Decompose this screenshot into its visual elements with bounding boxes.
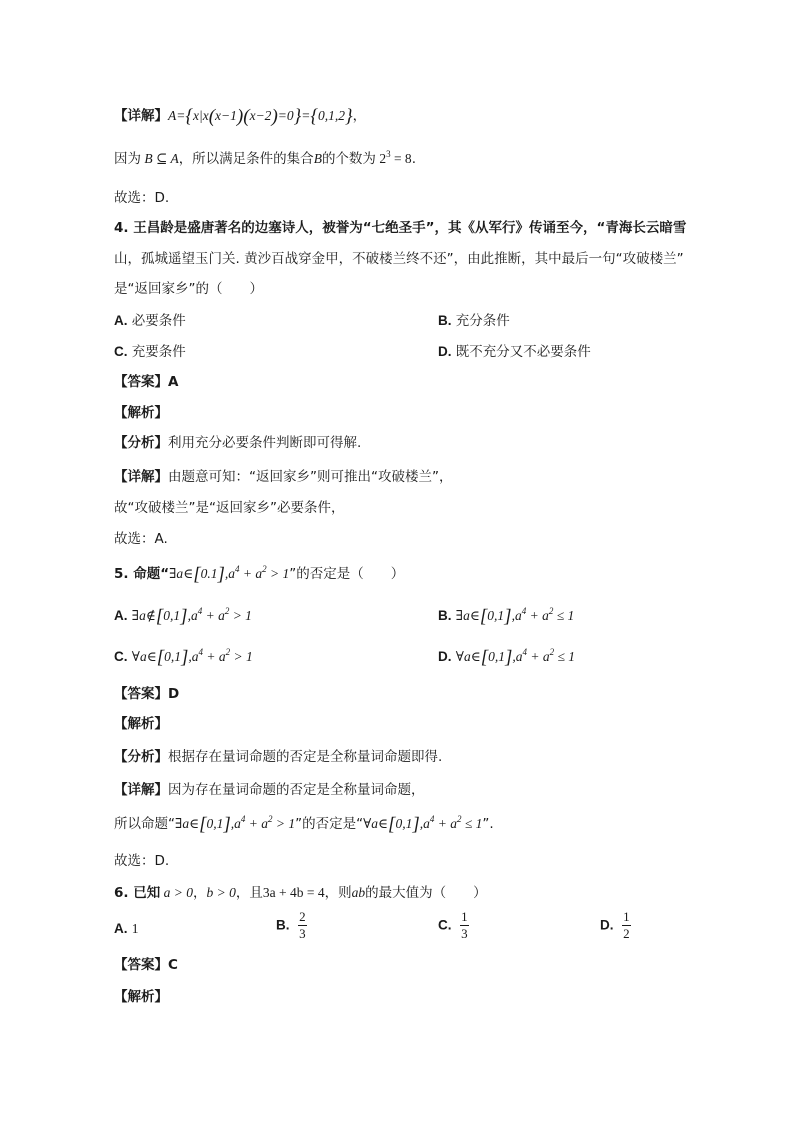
q4-choice: 故选：A. xyxy=(114,531,168,547)
q6-option-c: C. $\frac{1}{3}$ xyxy=(438,909,468,941)
q5-option-a: A. $\exists a\notin[0,1],a^4 + a^2 > 1$ xyxy=(114,606,252,627)
q3-choice: 故选：D. xyxy=(114,190,170,206)
fraction: $\frac{2}{3}$ xyxy=(299,909,306,941)
q4-stem-line3: 是“返回家乡”的（ ） xyxy=(114,281,263,297)
q4-stem-line2: 山，孤城遥望玉门关. 黄沙百战穿金甲，不破楼兰终不还”，由此推断，其中最后一句“攻破楼兰” xyxy=(114,251,684,267)
q6-analysis-tag: 【解析】 xyxy=(114,989,168,1005)
q6-answer: 【答案】C xyxy=(114,957,178,973)
q4-analysis-tag: 【解析】 xyxy=(114,405,168,421)
count-expr: $2^3 = 8$ xyxy=(375,149,412,166)
q4-option-d: D. 既不充分又不必要条件 xyxy=(438,344,591,360)
q4-option-b: B. 充分条件 xyxy=(438,313,510,329)
q3-reason-line: 因为 B ⊆ A，所以满足条件的集合B的个数为 $2^3 = 8$. xyxy=(114,149,416,167)
q4-stem-line1: 4. 王昌龄是盛唐著名的边塞诗人，被誉为“七绝圣手”，其《从军行》传诵至今，“青海长云暗雪 xyxy=(114,220,687,236)
q4-detail1: 【详解】由题意可知：“返回家乡”则可推出“攻破楼兰”， xyxy=(114,469,453,485)
fraction: $\frac{1}{2}$ xyxy=(623,909,630,941)
detail-tag: 【详解】 xyxy=(114,108,168,124)
subset-expr: B ⊆ A xyxy=(141,151,179,166)
q5-answer: 【答案】D xyxy=(114,686,180,702)
q5-choice: 故选：D. xyxy=(114,853,170,869)
q6-option-d: D. $\frac{1}{2}$ xyxy=(600,909,630,941)
q5-option-d: D. $\forall a\in[0,1],a^4 + a^2 \le 1$ xyxy=(438,647,576,668)
q4-option-c: C. 充要条件 xyxy=(114,344,186,360)
q4-fenxi: 【分析】利用充分必要条件判断即可得解. xyxy=(114,435,362,451)
q6-option-a: A. 1 xyxy=(114,921,139,936)
q4-answer: 【答案】A xyxy=(114,374,179,390)
q3-detail-line: 【详解】A={x|x(x−1)(x−2)=0}={0,1,2}， xyxy=(114,106,367,127)
q5-option-c: C. $\forall a\in[0,1],a^4 + a^2 > 1$ xyxy=(114,647,253,668)
q4-option-a: A. 必要条件 xyxy=(114,313,186,329)
q6-stem: 6. 已知 a > 0，b > 0，且3a + 4b = 4，则ab的最大值为（ ） xyxy=(114,885,487,901)
q5-detail2: 所以命题“$\exists a\in[0,1],a^4 + a^2 > 1$”的否定是“$\forall a\in[0,1],a^4 + a^2 \le 1$”. xyxy=(114,814,494,835)
q5-stem-expr: $\exists a\in[0.1],a^4 + a^2 > 1$ xyxy=(169,564,290,585)
fraction: $\frac{1}{3}$ xyxy=(461,909,468,941)
q5-stem: 5. 命题“$\exists a\in[0.1],a^4 + a^2 > 1$”的否定是（ ） xyxy=(114,564,405,585)
q4-detail2: 故“攻破楼兰”是“返回家乡”必要条件， xyxy=(114,500,345,516)
q6-option-b: B. $\frac{2}{3}$ xyxy=(276,909,306,941)
set-equation: A={x|x(x−1)(x−2)=0}={0,1,2} xyxy=(168,106,353,127)
q5-fenxi: 【分析】根据存在量词命题的否定是全称量词命题即得. xyxy=(114,749,443,765)
q5-option-b: B. $\exists a\in[0,1],a^4 + a^2 \le 1$ xyxy=(438,606,575,627)
q5-analysis-tag: 【解析】 xyxy=(114,716,168,732)
q5-detail1: 【详解】因为存在量词命题的否定是全称量词命题， xyxy=(114,782,425,798)
